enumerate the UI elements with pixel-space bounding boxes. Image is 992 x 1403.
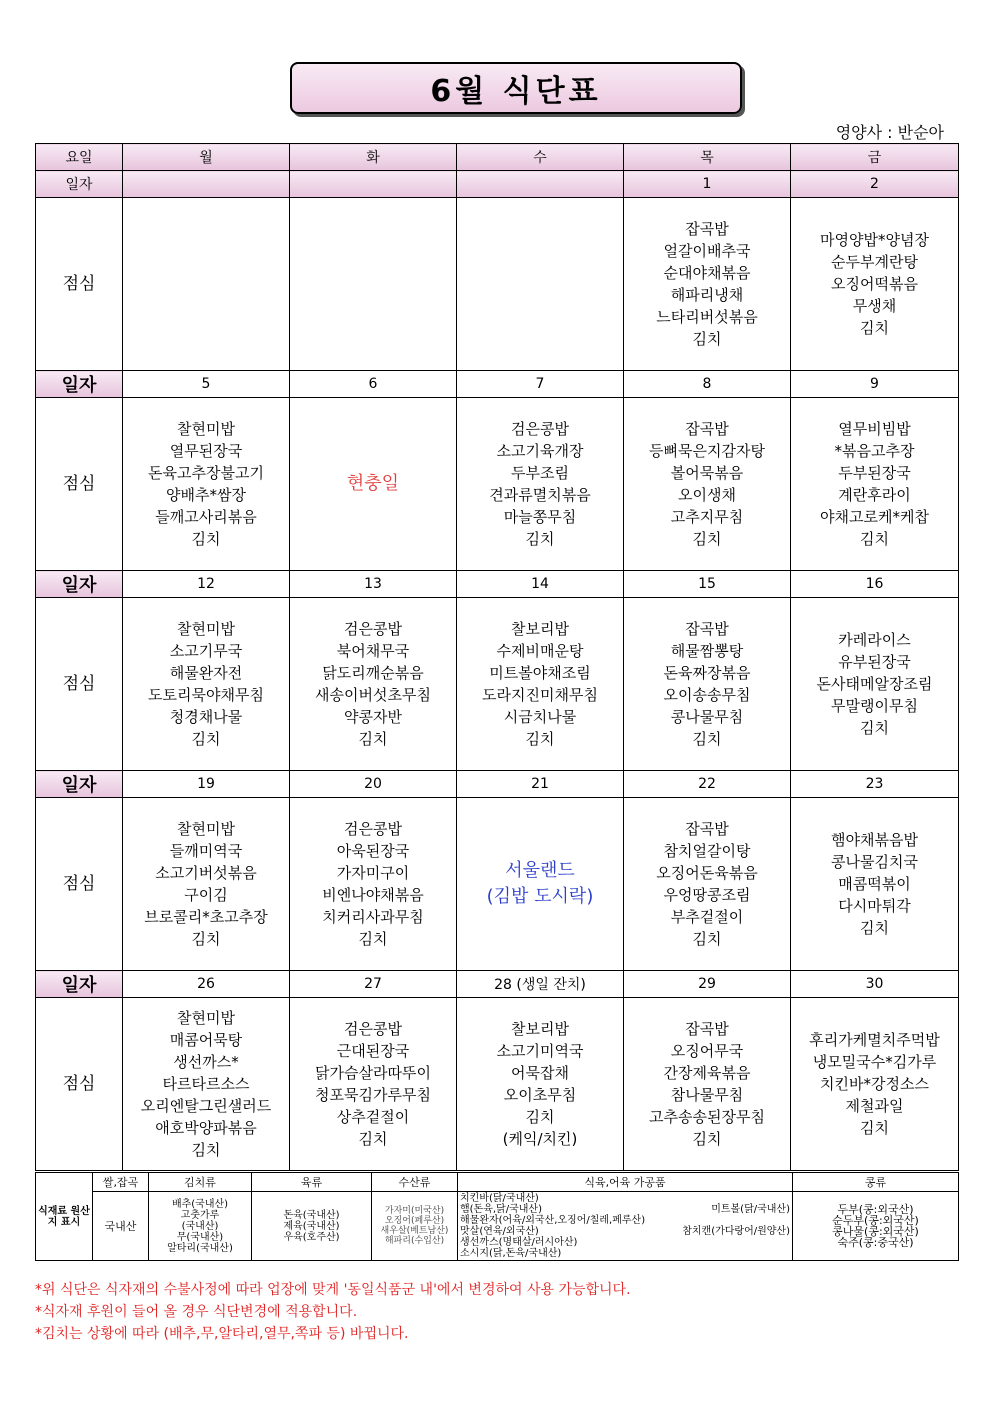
menu-item: 제철과일 [845,1097,904,1115]
menu-item: 햄야채볶음밥 [831,831,918,849]
origin-item: 숙주(콩:중국산) [837,1236,914,1249]
meal-cell [123,798,290,971]
menu-item: 해파리냉채 [670,286,744,304]
menu-item: 닭가슴살라따뚜이 [315,1064,431,1082]
date-row [36,171,959,198]
meal-cell [123,398,290,571]
menu-item: 소고기무국 [169,642,243,660]
origin-kimchi [149,1192,252,1261]
origin-item: 치킨바(닭/국내산) [460,1193,539,1204]
origin-item: 우육(호주산) [283,1231,340,1243]
menu-item: 김치 [692,1130,722,1148]
menu-item: 찰현미밥 [177,420,235,438]
menu-item: 북어채무국 [336,642,410,660]
menu-item: 김치 [525,1108,555,1126]
meal-cell [457,398,624,571]
date-cell: 26 [123,971,290,998]
origin-item: 콩나물(콩:외국산) [832,1225,919,1238]
meal-cell [791,398,959,571]
origin-item: 무(국내산) [176,1231,224,1243]
date-row [36,771,959,798]
origin-rice: 국내산 [93,1192,149,1261]
date-cell: 8 [624,371,791,398]
date-label: 일자 [36,771,123,798]
menu-item: 미트볼야채조림 [489,664,591,682]
menu-item: 브로콜리*초고추장 [144,908,268,926]
date-cell: 14 [457,571,624,598]
menu-item: 마늘쫑무침 [503,508,577,526]
menu-item: 돈육고추장불고기 [148,464,264,482]
date-row [36,571,959,598]
menu-item: 볼어묵볶음 [670,464,744,482]
meal-cell [791,598,959,771]
date-cell: 5 [123,371,290,398]
menu-item: 해물짬뽕탕 [670,642,744,660]
origin-item: 맛살(연육/외국산) [460,1226,539,1237]
origin-meat [252,1192,372,1261]
meal-label: 점심 [36,198,123,371]
origin-header-processed: 식육,어육 가공품 [458,1173,793,1192]
origin-item: 생선까스(명태살/러시아산) [460,1237,578,1248]
origin-item: 해물완자(어육/외국산,오징어/칠레,페루산) [460,1215,646,1226]
menu-item: 순대야채볶음 [663,264,751,282]
menu-item: 김치 [191,930,221,948]
day-header-cell: 화 [290,144,457,171]
date-cell: 21 [457,771,624,798]
menu-item: 김치 [692,330,722,348]
origin-processed [458,1192,793,1261]
menu-item: 김치 [358,1130,388,1148]
menu-item: 얼갈이배추국 [663,242,751,260]
meal-cell [624,398,791,571]
origin-header-seafood: 수산류 [372,1173,458,1192]
menu-item: 김치 [692,730,722,748]
origin-processed-row [460,1204,790,1215]
special-event: 현충일 [346,473,400,494]
menu-item: 후리가케멸치주먹밥 [809,1031,940,1049]
meal-row [36,198,959,371]
menu-item: 매콤어묵탕 [169,1031,243,1049]
date-cell: 1 [624,171,791,198]
menu-item: 찰보리밥 [511,620,569,638]
menu-item: 콩나물무침 [670,708,744,726]
menu-item: 우엉땅콩조림 [663,886,751,904]
origin-item: 순두부(콩:외국산) [832,1214,919,1227]
menu-item: 김치 [860,1119,889,1137]
date-cell: 9 [791,371,959,398]
origin-item: 돈육(국내산) [283,1209,340,1221]
meal-row [36,598,959,771]
menu-item: 잡곡밥 [685,420,729,438]
menu-item: 참치얼갈이탕 [663,842,751,860]
menu-item: 냉모밀국수*김가루 [812,1053,937,1071]
menu-item: 김치 [860,919,889,937]
menu-item: *볶음고추장 [834,442,915,460]
day-label: 요일 [36,144,123,171]
date-cell: 30 [791,971,959,998]
date-label: 일자 [36,371,123,398]
origin-item: 미트볼(닭/국내산) [711,1204,790,1215]
menu-item: 김치 [191,1141,221,1159]
menu-item: 돈육짜장볶음 [663,664,751,682]
date-cell: 12 [123,571,290,598]
dietitian-name: 영양사 : 반순아 [835,123,944,142]
date-cell [123,171,290,198]
menu-item: 느타리버섯볶음 [656,308,758,326]
menu-item: 타르타르소스 [162,1075,250,1093]
menu-item: 시금치나물 [503,708,577,726]
menu-item: 돈사태메알장조림 [816,675,933,693]
origin-item: 오징어(페루산) [384,1216,445,1226]
meal-cell [290,198,457,371]
date-cell: 20 [290,771,457,798]
menu-item: 수제비매운탕 [496,642,584,660]
date-cell: 22 [624,771,791,798]
menu-item: 들깨미역국 [169,842,243,860]
date-label: 일자 [36,171,123,198]
origin-item: 참치캔(가다랑어/원양산) [682,1226,790,1237]
menu-item: 찰현미밥 [177,620,235,638]
menu-item: (케익/치킨) [502,1130,578,1148]
date-cell: 7 [457,371,624,398]
meal-cell [624,598,791,771]
page-title-box [290,62,742,114]
meal-cell [457,798,624,971]
meal-label: 점심 [36,398,123,571]
meal-row [36,398,959,571]
menu-item: 검은콩밥 [344,620,402,638]
meal-cell [791,798,959,971]
menu-item: 어묵잡채 [511,1064,569,1082]
menu-item: 김치 [358,930,388,948]
menu-item: 김치 [860,319,889,337]
menu-item: 견과류멸치볶음 [489,486,591,504]
menu-item: 매콤떡볶이 [838,875,911,893]
meal-cell [791,198,959,371]
menu-item: 닭도리깨순볶음 [322,664,424,682]
menu-item: 김치 [525,530,555,548]
menu-item: 고추송송된장무침 [649,1108,765,1126]
menu-table [35,143,959,1171]
menu-item: 오리엔탈그린샐러드 [140,1097,272,1115]
origin-processed-row [460,1226,790,1237]
menu-item: 찰현미밥 [177,1009,235,1027]
origin-header-meat: 육류 [252,1173,372,1192]
menu-item: 소고기버섯볶음 [155,864,257,882]
date-cell: 23 [791,771,959,798]
menu-item: 검은콩밥 [344,1020,402,1038]
menu-item: 오징어떡볶음 [831,275,918,293]
note-line: *김치는 상황에 따라 (배추,무,알타리,열무,쪽파 등) 바뀝니다. [35,1326,409,1342]
origin-beans [793,1192,959,1261]
meal-cell [123,198,290,371]
menu-item: 양배추*쌈장 [166,486,246,504]
origin-item: 제육(국내산) [283,1220,340,1232]
menu-item: 마영양밥*양념장 [820,231,929,249]
menu-item: 야채고로케*케찹 [820,508,929,526]
origin-seafood [372,1192,458,1261]
menu-item: 검은콩밥 [344,820,402,838]
origin-header-kimchi: 김치류 [149,1173,252,1192]
menu-item: 유부된장국 [838,653,911,671]
menu-item: 계란후라이 [838,486,911,504]
menu-item: 참나물무침 [670,1086,744,1104]
menu-item: 오이송송무침 [663,686,751,704]
menu-item: 잡곡밥 [685,820,729,838]
meal-cell [290,798,457,971]
menu-item: 다시마튀각 [838,897,911,915]
date-cell: 19 [123,771,290,798]
date-cell: 27 [290,971,457,998]
menu-item: 청포묵김가루무침 [315,1086,431,1104]
menu-item: 잡곡밥 [685,220,729,238]
origin-processed-row [460,1248,790,1259]
menu-item: 두부된장국 [838,464,911,482]
origin-item: 새우살(베트남산) [380,1226,449,1236]
date-row [36,371,959,398]
special-event: (김밥 도시락) [486,886,594,907]
date-cell: 13 [290,571,457,598]
day-header-cell: 월 [123,144,290,171]
menu-item: 무생채 [852,297,897,315]
origin-processed-row [460,1237,790,1248]
meal-cell [123,998,290,1171]
meal-cell [457,998,624,1171]
date-label: 일자 [36,971,123,998]
origin-processed-row [460,1215,790,1226]
meal-cell [457,198,624,371]
origin-item: 가자미(미국산) [384,1206,445,1216]
origin-item: 고춧가루 [180,1209,220,1221]
origin-label: 식재료 원산지 표시 [36,1173,93,1261]
meal-cell [624,998,791,1171]
menu-item: 소고기미역국 [496,1042,584,1060]
menu-item: 김치 [860,530,889,548]
origin-item: 해파리(수입산) [384,1236,445,1246]
origin-item: 두부(콩:외국산) [837,1203,914,1216]
menu-item: 생선까스* [173,1053,239,1071]
menu-item: 해물완자전 [169,664,243,682]
menu-item: 청경채나물 [169,708,243,726]
menu-item: 애호박양파볶음 [155,1119,257,1137]
date-row [36,971,959,998]
meal-label: 점심 [36,798,123,971]
meal-cell [457,598,624,771]
menu-item: 잡곡밥 [685,620,729,638]
origin-header-beans: 콩류 [793,1173,959,1192]
meal-cell [123,598,290,771]
date-cell [290,171,457,198]
notes [35,1279,631,1345]
day-header-cell: 목 [624,144,791,171]
menu-item: 오징어무국 [670,1042,744,1060]
origin-item: 알타리(국내산) [167,1242,233,1254]
menu-item: 검은콩밥 [511,420,569,438]
menu-item: 두부조림 [511,464,569,482]
meal-cell [624,798,791,971]
meal-cell [290,998,457,1171]
date-cell: 16 [791,571,959,598]
meal-row [36,798,959,971]
day-header-row [36,144,959,171]
menu-item: 오이생채 [678,486,736,504]
meal-cell [791,998,959,1171]
meal-cell [290,598,457,771]
menu-item: 찰현미밥 [177,820,235,838]
menu-item: 약콩자반 [344,708,402,726]
origin-processed-row [460,1193,790,1204]
date-cell: 15 [624,571,791,598]
menu-item: 순두부계란탕 [831,253,918,271]
menu-item: 열무된장국 [169,442,243,460]
origin-item: 소시지(닭,돈육/국내산) [460,1248,562,1259]
special-event: 서울랜드 [505,860,575,881]
menu-item: 잡곡밥 [685,1020,729,1038]
menu-item: 김치 [191,530,221,548]
menu-item: 고추지무침 [670,508,744,526]
menu-item: 구이김 [184,886,228,904]
menu-item: 김치 [525,730,555,748]
origin-item: (국내산) [181,1220,219,1232]
note-line: *위 식단은 식자재의 수불사정에 따라 업장에 맞게 '동일식품군 내'에서 변경하여 사용 가능합니다. [35,1282,631,1298]
menu-item: 열무비빔밥 [838,420,911,438]
menu-item: 아욱된장국 [336,842,410,860]
menu-item: 상추겉절이 [336,1108,410,1126]
meal-row [36,998,959,1171]
date-label: 일자 [36,571,123,598]
menu-item: 오징어돈육볶음 [656,864,758,882]
meal-label: 점심 [36,998,123,1171]
menu-item: 도라지진미채무침 [482,686,598,704]
menu-item: 치킨바*강정소스 [820,1075,929,1093]
date-cell: 6 [290,371,457,398]
menu-item: 소고기육개장 [496,442,584,460]
page-title: 6월 식단표 [430,74,602,109]
note-line: *식자재 후원이 들어 올 경우 식단변경에 적용합니다. [35,1304,358,1320]
menu-item: 찰보리밥 [511,1020,569,1038]
meal-cell [290,398,457,571]
date-cell: 29 [624,971,791,998]
meal-label: 점심 [36,598,123,771]
menu-item: 김치 [358,730,388,748]
menu-item: 치커리사과무침 [322,908,424,926]
origin-item: 배추(국내산) [171,1198,229,1210]
menu-item: 오이초무침 [503,1086,577,1104]
date-cell: 28 (생일 잔치) [457,971,624,998]
menu-item: 도토리묵야채무침 [148,686,264,704]
menu-item: 새송이버섯초무침 [315,686,431,704]
origin-item: 햄(돈육,닭/국내산) [460,1204,542,1215]
date-cell: 2 [791,171,959,198]
origin-table [35,1172,959,1261]
menu-item: 들깨고사리볶음 [155,508,257,526]
menu-item: 김치 [692,530,722,548]
menu-item: 가자미구이 [336,864,410,882]
menu-item: 부추겉절이 [670,908,744,926]
menu-item: 콩나물김치국 [831,853,918,871]
menu-item: 등뼈묵은지감자탕 [649,442,765,460]
menu-item: 무말랭이무침 [831,697,918,715]
day-header-cell: 수 [457,144,624,171]
menu-item: 비엔나야채볶음 [322,886,424,904]
menu-item: 김치 [191,730,221,748]
menu-item: 간장제육볶음 [663,1064,751,1082]
date-cell [457,171,624,198]
menu-item: 김치 [860,719,889,737]
menu-item: 근대된장국 [336,1042,410,1060]
menu-item: 김치 [692,930,722,948]
origin-header-rice: 쌀,잡곡 [93,1173,149,1192]
meal-cell [624,198,791,371]
day-header-cell: 금 [791,144,959,171]
menu-item: 카레라이스 [838,631,911,649]
